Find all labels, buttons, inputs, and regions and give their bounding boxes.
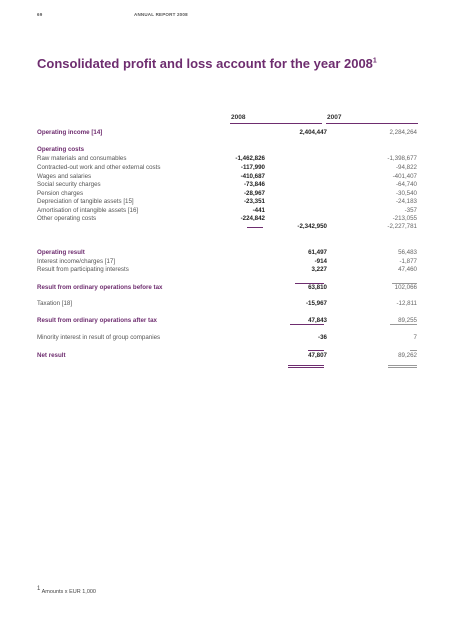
table-row (37, 352, 417, 360)
row-label: Taxation [18] (37, 300, 73, 307)
table-row (37, 258, 417, 266)
column-rule-2007 (326, 123, 418, 124)
row-value-2007: -1,398,677 (387, 155, 417, 162)
row-value-2007: -64,740 (396, 181, 417, 188)
table-row (37, 300, 417, 308)
sum-underline-2008 (295, 283, 324, 284)
row-value-2008: 47,807 (308, 352, 327, 359)
row-value-2008-detail: -28,967 (244, 190, 265, 197)
row-value-2007: 89,262 (398, 352, 417, 359)
row-value-2008: 47,843 (308, 317, 327, 324)
row-label: Amortisation of intangible assets [16] (37, 207, 139, 214)
row-value-2007: 89,255 (398, 317, 417, 324)
row-value-2008-detail: -73,846 (244, 181, 265, 188)
row-label: Operating costs (37, 146, 85, 153)
row-label: Social security charges (37, 181, 101, 188)
table-row (37, 129, 417, 137)
row-value-2008: -36 (318, 334, 327, 341)
table-row (37, 215, 417, 223)
column-header-2007: 2007 (327, 114, 342, 121)
row-label: Depreciation of tangible assets [15] (37, 198, 134, 205)
row-label: Minority interest in result of group companies (37, 334, 161, 341)
row-value-2007: -94,822 (396, 164, 417, 171)
tax-underline-2007 (390, 324, 417, 325)
page-title-text: Consolidated profit and loss account for the year 2008 (37, 56, 373, 71)
title-footnote-marker: 1 (372, 57, 377, 65)
row-value-2007: 7 (413, 334, 417, 341)
row-value-2007: -2,227,781 (387, 223, 417, 230)
row-value-2008: 3,227 (311, 266, 327, 273)
row-label: Contracted-out work and other external costs (37, 164, 161, 171)
table-row (37, 317, 417, 325)
table-row (37, 249, 417, 257)
row-value-2008: -15,967 (306, 300, 327, 307)
table-row (37, 155, 417, 163)
page-number: 69 (37, 12, 43, 17)
minority-underline-2008 (308, 350, 324, 351)
footnote-text: Amounts x EUR 1,000 (41, 588, 96, 595)
footnote (37, 586, 96, 595)
row-value-2007: -24,183 (396, 198, 417, 205)
row-value-2008-detail: -1,462,826 (235, 155, 265, 162)
row-value-2007: 56,483 (398, 249, 417, 256)
row-label: Operating result (37, 249, 85, 256)
column-rule-2008 (230, 123, 322, 124)
row-value-2008-detail: -441 (252, 207, 265, 214)
row-value-2007: -30,540 (396, 190, 417, 197)
net-result-double-underline-2007 (388, 365, 417, 368)
row-value-2007: 2,284,264 (389, 129, 417, 136)
table-row (37, 198, 417, 206)
row-value-2007: -12,811 (396, 300, 417, 307)
row-value-2008: 2,404,447 (299, 129, 327, 136)
minority-underline-2007 (410, 350, 417, 351)
table-row (37, 181, 417, 189)
row-value-2008: 63,810 (308, 284, 327, 291)
footnote-marker: 1 (37, 586, 41, 592)
subtotal-underline (247, 227, 263, 228)
row-label: Net result (37, 352, 66, 359)
row-label: Interest income/charges [17] (37, 258, 116, 265)
report-title: ANNUAL REPORT 2008 (134, 12, 188, 17)
row-value-2007: -213,055 (392, 215, 417, 222)
row-label: Operating income [14] (37, 129, 103, 136)
tax-underline-2008 (290, 324, 324, 325)
sum-underline-2007 (392, 283, 417, 284)
row-value-2008: -2,342,950 (297, 223, 327, 230)
row-label: Other operating costs (37, 215, 97, 222)
page-title (37, 56, 377, 71)
table-row (37, 223, 417, 231)
table-row (37, 190, 417, 198)
row-value-2008-detail: -117,990 (240, 164, 265, 171)
row-value-2007: -357 (404, 207, 417, 214)
row-value-2008-detail: -224,842 (240, 215, 265, 222)
row-value-2007: -1,877 (399, 258, 417, 265)
row-label: Result from ordinary operations before tax (37, 284, 163, 291)
row-value-2007: 102,066 (394, 284, 417, 291)
row-label: Result from participating interests (37, 266, 129, 273)
table-row (37, 334, 417, 342)
column-header-2008: 2008 (231, 114, 246, 121)
row-label: Raw materials and consumables (37, 155, 127, 162)
row-label: Wages and salaries (37, 173, 92, 180)
table-row (37, 266, 417, 274)
table-row (37, 284, 417, 292)
row-value-2008: 61,497 (308, 249, 327, 256)
row-value-2008-detail: -410,687 (240, 173, 265, 180)
row-value-2008: -914 (314, 258, 327, 265)
row-label: Pension charges (37, 190, 84, 197)
table-row (37, 173, 417, 181)
table-row (37, 164, 417, 172)
row-value-2007: 47,460 (398, 266, 417, 273)
row-value-2007: -401,407 (392, 173, 417, 180)
row-label: Result from ordinary operations after tax (37, 317, 157, 324)
row-value-2008-detail: -23,351 (244, 198, 265, 205)
table-row (37, 146, 417, 154)
table-row (37, 207, 417, 215)
net-result-double-underline-2008 (288, 365, 324, 368)
